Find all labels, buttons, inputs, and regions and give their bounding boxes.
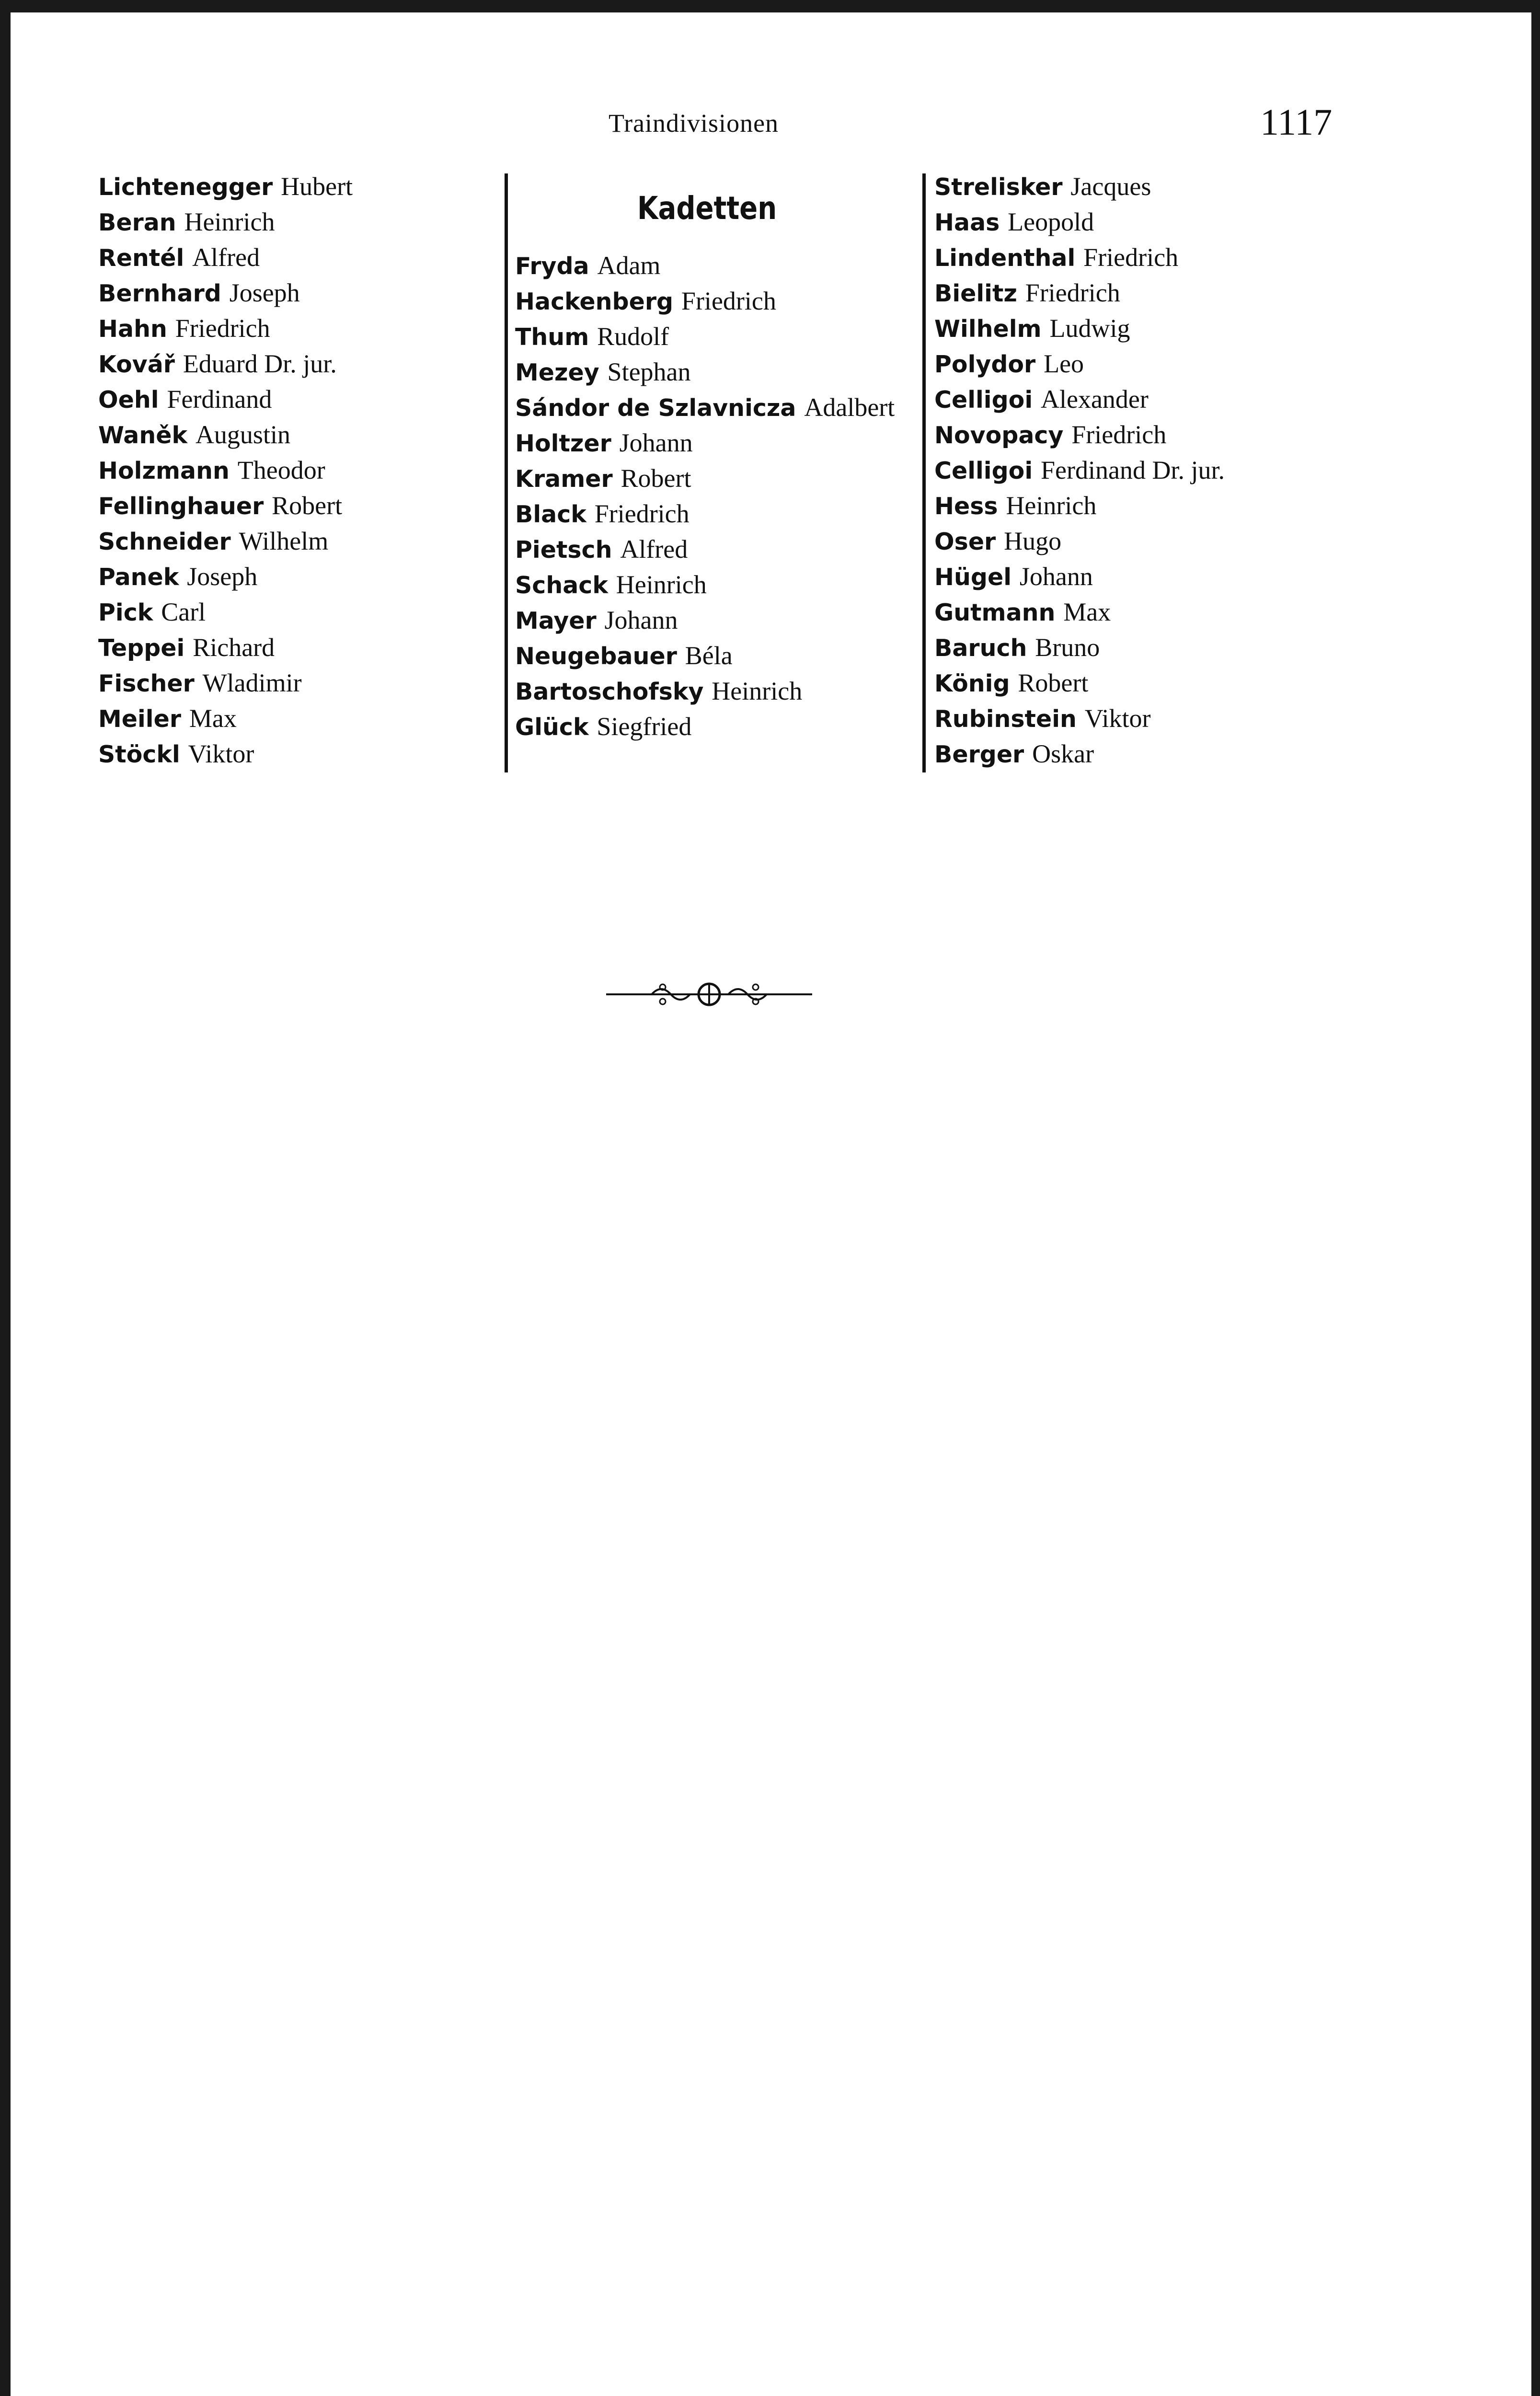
- name-list: [934, 169, 1366, 772]
- given-name: Max: [189, 704, 237, 733]
- surname: Bartoschofsky: [515, 678, 704, 705]
- surname: Glück: [515, 714, 589, 741]
- given-name: Joseph: [229, 278, 300, 307]
- given-name: Friedrich: [594, 499, 690, 528]
- surname: Schneider: [98, 528, 231, 555]
- list-item: [515, 390, 937, 425]
- list-item: [515, 638, 937, 673]
- surname: Meiler: [98, 705, 181, 733]
- list-item: [98, 169, 510, 204]
- given-name: Alexander: [1040, 385, 1149, 414]
- surname: Teppei: [98, 634, 185, 662]
- given-name: Stephan: [607, 357, 691, 386]
- list-item: [98, 275, 510, 311]
- list-item: [934, 240, 1366, 275]
- given-name: Heinrich: [1006, 491, 1097, 520]
- divider-ornament-icon: [606, 978, 812, 1011]
- surname: Thum: [515, 323, 589, 351]
- surname: Rubinstein: [934, 705, 1077, 733]
- surname: Celligoi: [934, 386, 1033, 414]
- list-item: [98, 594, 510, 630]
- surname: Berger: [934, 741, 1024, 768]
- given-name: Johann: [604, 606, 678, 634]
- list-item: [934, 275, 1366, 311]
- surname: Fryda: [515, 253, 589, 280]
- given-name: Wladimir: [202, 668, 302, 697]
- surname: Fellinghauer: [98, 493, 264, 520]
- surname: Stöckl: [98, 741, 180, 768]
- column-divider: [922, 173, 926, 772]
- surname: Gutmann: [934, 599, 1056, 626]
- given-name: Friedrich: [1025, 278, 1120, 307]
- list-item: [934, 523, 1366, 559]
- surname: Oehl: [98, 386, 159, 414]
- surname: Pick: [98, 599, 153, 626]
- surname: Polydor: [934, 351, 1036, 378]
- list-item: [934, 452, 1366, 488]
- given-name: Carl: [161, 598, 206, 626]
- given-name: Alfred: [192, 243, 260, 272]
- list-item: [934, 417, 1366, 452]
- given-name: Oskar: [1032, 739, 1094, 768]
- list-item: [515, 283, 937, 319]
- surname: Bernhard: [98, 280, 221, 307]
- list-item: [98, 240, 510, 275]
- given-name: Hubert: [281, 172, 353, 201]
- surname: Holtzer: [515, 430, 611, 457]
- list-item: [934, 488, 1366, 523]
- given-name: Johann: [619, 428, 693, 457]
- surname: Beran: [98, 209, 176, 236]
- given-name: Adalbert: [804, 393, 895, 422]
- list-item: [98, 523, 510, 559]
- list-item: [515, 602, 937, 638]
- surname: Novopacy: [934, 422, 1064, 449]
- surname: Hügel: [934, 564, 1011, 591]
- list-item: [98, 417, 510, 452]
- list-item: [934, 594, 1366, 630]
- surname: Strelisker: [934, 173, 1063, 201]
- list-item: [515, 319, 937, 354]
- section-heading-kadetten: Kadetten: [637, 190, 777, 227]
- list-item: [515, 709, 937, 744]
- given-name: Eduard Dr. jur.: [183, 349, 337, 378]
- surname: Hahn: [98, 315, 167, 343]
- surname: Panek: [98, 564, 179, 591]
- given-name: Jacques: [1070, 172, 1151, 201]
- given-name: Ludwig: [1049, 314, 1130, 343]
- surname: Bielitz: [934, 280, 1017, 307]
- list-item: [515, 496, 937, 531]
- list-item: [98, 665, 510, 701]
- given-name: Robert: [621, 464, 691, 493]
- list-item: [934, 665, 1366, 701]
- list-item: [934, 630, 1366, 665]
- given-name: Richard: [193, 633, 275, 662]
- list-item: [98, 452, 510, 488]
- scan-border-right: [1531, 0, 1540, 2396]
- surname: Kramer: [515, 465, 613, 493]
- list-item: [98, 701, 510, 736]
- list-item: [515, 248, 937, 283]
- given-name: Hugo: [1004, 527, 1062, 555]
- surname: Mayer: [515, 607, 597, 634]
- surname: Haas: [934, 209, 1000, 236]
- given-name: Leopold: [1008, 207, 1094, 236]
- list-item: [515, 354, 937, 390]
- list-item: [98, 381, 510, 417]
- surname: Mezey: [515, 359, 599, 386]
- list-item: [934, 346, 1366, 381]
- list-item: [934, 559, 1366, 594]
- scan-border-top: [0, 0, 1540, 12]
- list-item: [934, 204, 1366, 240]
- scan-border-left: [0, 0, 11, 2396]
- given-name: Leo: [1044, 349, 1084, 378]
- list-item: [934, 736, 1366, 772]
- name-list: [98, 169, 510, 772]
- list-item: [98, 204, 510, 240]
- given-name: Rudolf: [597, 322, 669, 351]
- list-item: [98, 736, 510, 772]
- given-name: Friedrich: [681, 287, 776, 315]
- given-name: Béla: [685, 641, 733, 670]
- name-column-1: [98, 169, 510, 772]
- given-name: Viktor: [1084, 704, 1151, 733]
- list-item: [515, 673, 937, 709]
- surname: Hackenberg: [515, 288, 674, 315]
- given-name: Heinrich: [184, 207, 275, 236]
- given-name: Bruno: [1035, 633, 1100, 662]
- given-name: Friedrich: [1083, 243, 1179, 272]
- page-number: 1117: [1260, 101, 1333, 143]
- surname: König: [934, 670, 1010, 697]
- given-name: Max: [1063, 598, 1111, 626]
- surname: Lichtenegger: [98, 173, 273, 201]
- surname: Schack: [515, 572, 608, 599]
- given-name: Viktor: [188, 739, 254, 768]
- name-column-2: [515, 169, 937, 744]
- list-item: [934, 381, 1366, 417]
- list-item: [515, 425, 937, 461]
- list-item: [515, 531, 937, 567]
- list-item: [515, 567, 937, 602]
- given-name: Joseph: [187, 562, 258, 591]
- given-name: Heinrich: [712, 677, 803, 705]
- given-name: Wilhelm: [239, 527, 329, 555]
- column-divider: [505, 173, 508, 772]
- given-name: Siegfried: [597, 712, 692, 741]
- name-list: [515, 248, 937, 744]
- list-item: [934, 701, 1366, 736]
- list-item: [98, 488, 510, 523]
- surname: Rentél: [98, 244, 184, 272]
- list-item: [934, 311, 1366, 346]
- running-head: Traindivisionen: [609, 109, 779, 138]
- surname: Waněk: [98, 422, 188, 449]
- surname: Hess: [934, 493, 998, 520]
- surname: Lindenthal: [934, 244, 1076, 272]
- list-item: [98, 311, 510, 346]
- surname: Neugebauer: [515, 643, 677, 670]
- list-item: [515, 461, 937, 496]
- given-name: Heinrich: [616, 570, 707, 599]
- given-name: Friedrich: [1071, 420, 1167, 449]
- surname: Baruch: [934, 634, 1027, 662]
- surname: Wilhelm: [934, 315, 1042, 343]
- surname: Pietsch: [515, 536, 612, 564]
- given-name: Ferdinand: [167, 385, 272, 414]
- given-name: Robert: [272, 491, 343, 520]
- given-name: Johann: [1019, 562, 1093, 591]
- list-item: [98, 559, 510, 594]
- given-name: Alfred: [620, 535, 688, 564]
- list-item: [98, 630, 510, 665]
- given-name: Theodor: [237, 456, 325, 484]
- surname: Oser: [934, 528, 996, 555]
- surname: Kovář: [98, 351, 175, 378]
- surname: Fischer: [98, 670, 195, 697]
- name-column-3: [934, 169, 1366, 772]
- list-item: [934, 169, 1366, 204]
- surname: Sándor de Szlavnicza: [515, 394, 796, 422]
- surname: Celligoi: [934, 457, 1033, 484]
- surname: Black: [515, 501, 586, 528]
- given-name: Ferdinand Dr. jur.: [1040, 456, 1225, 484]
- surname: Holzmann: [98, 457, 230, 484]
- given-name: Adam: [597, 251, 661, 280]
- given-name: Robert: [1018, 668, 1089, 697]
- given-name: Augustin: [195, 420, 290, 449]
- given-name: Friedrich: [175, 314, 270, 343]
- list-item: [98, 346, 510, 381]
